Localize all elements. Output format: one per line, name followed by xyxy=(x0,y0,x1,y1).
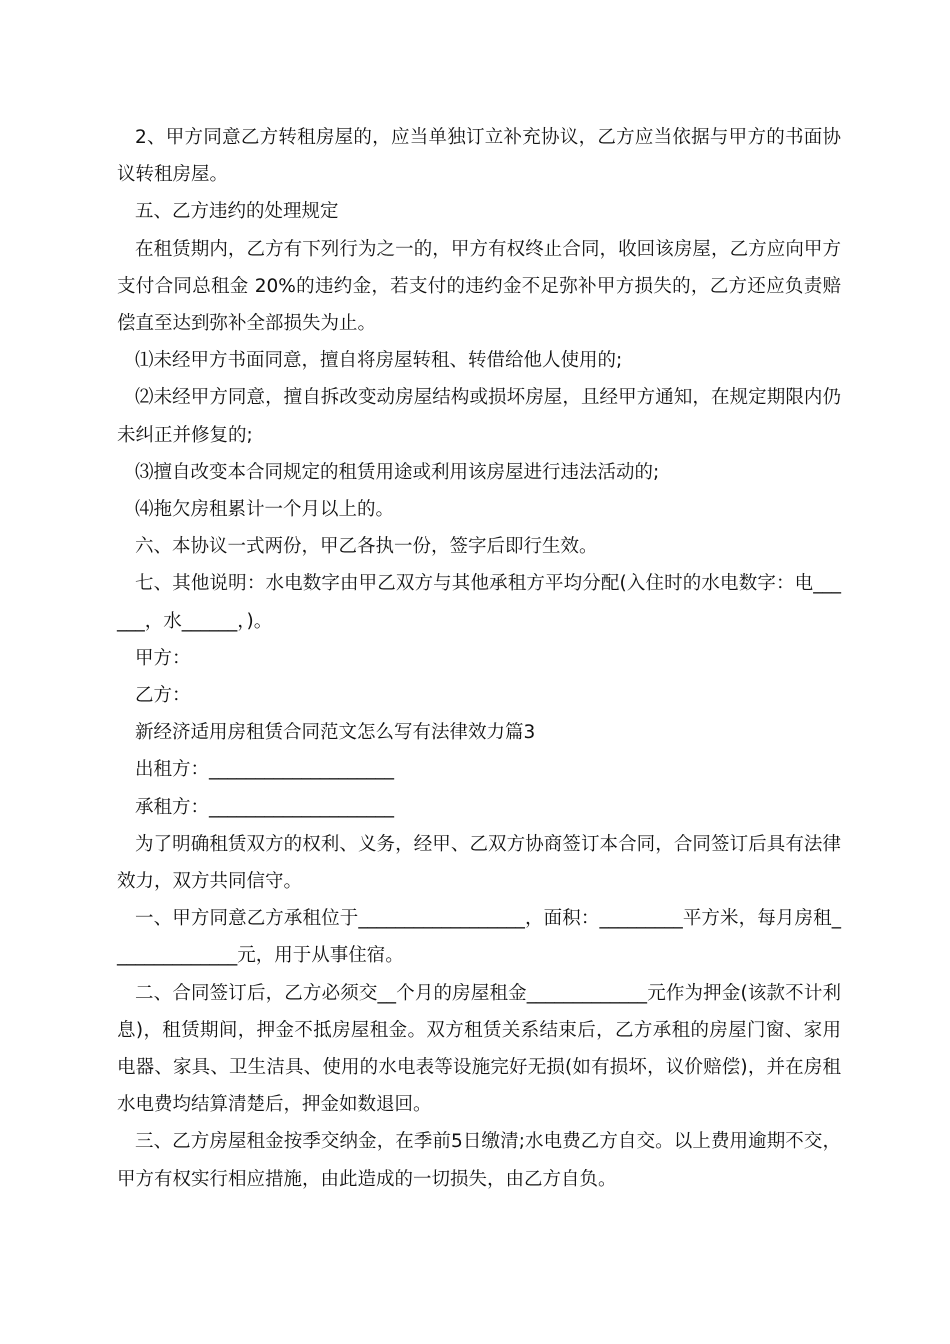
section-title-article-3: 新经济适用房租赁合同范文怎么写有法律效力篇3 xyxy=(135,722,536,744)
document-body xyxy=(117,119,841,1198)
clause-copies-effective: 六、本协议一式两份，甲乙各执一份，签字后即行生效。 xyxy=(135,536,598,558)
clause-termination-penalty: 在租赁期内，乙方有下列行为之一的，甲方有权终止合同，收回该房屋，乙方应向甲方支付合同总租金 20%的违约金，若支付的违约金不足弥补甲方损失的，乙方还应负责赔偿直至达到弥补全部损失为止。 xyxy=(117,238,841,335)
signature-party-a: 甲方： xyxy=(135,647,191,669)
field-lessor: 出租方：____________________ xyxy=(135,759,395,781)
list-item-illegal-use: ⑶擅自改变本合同规定的租赁用途或利用该房屋进行违法活动的; xyxy=(135,461,660,483)
section-heading-breach-tenant: 五、乙方违约的处理规定 xyxy=(135,201,339,223)
list-item-structural-damage: ⑵未经甲方同意，擅自拆改变动房屋结构或损坏房屋，且经甲方通知，在规定期限内仍未纠正并修复的; xyxy=(117,387,841,446)
list-item-rent-arrears: ⑷拖欠房租累计一个月以上的。 xyxy=(135,499,395,521)
field-lessee: 承租方：____________________ xyxy=(135,796,395,818)
clause-other-notes: 七、其他说明：水电数字由甲乙双方与其他承租方平均分配(入住时的水电数字：电______，水______，)。 xyxy=(117,573,841,632)
clause-sublet-agreement: 2、甲方同意乙方转租房屋的，应当单独订立补充协议，乙方应当依据与甲方的书面协议转租房屋。 xyxy=(117,127,841,186)
contract-preamble: 为了明确租赁双方的权利、义务，经甲、乙双方协商签订本合同，合同签订后具有法律效力，双方共同信守。 xyxy=(117,833,841,893)
signature-party-b: 乙方： xyxy=(135,685,191,707)
list-item-unauthorized-sublet: ⑴未经甲方书面同意，擅自将房屋转租、转借给他人使用的; xyxy=(135,350,623,372)
clause-deposit: 二、合同签订后，乙方必须交__个月的房屋租金_____________元作为押金(该款不计利息)，租赁期间，押金不抵房屋租金。双方租赁关系结束后，乙方承租的房屋门窗、家用电器、家具、卫生洁具、使用的水电表等设施完好无损(如有损坏，议价赔偿)，并在房租水电费均结算清楚后，押金如数退回。 xyxy=(117,982,841,1116)
clause-payment-terms: 三、乙方房屋租金按季交纳金，在季前5日缴清;水电费乙方自交。以上费用逾期不交，甲方有权实行相应措施，由此造成的一切损失，由乙方自负。 xyxy=(117,1131,841,1190)
clause-premises-rent: 一、甲方同意乙方承租位于__________________，面积：_________平方米，每月房租______________元，用于从事住宿。 xyxy=(117,908,841,967)
